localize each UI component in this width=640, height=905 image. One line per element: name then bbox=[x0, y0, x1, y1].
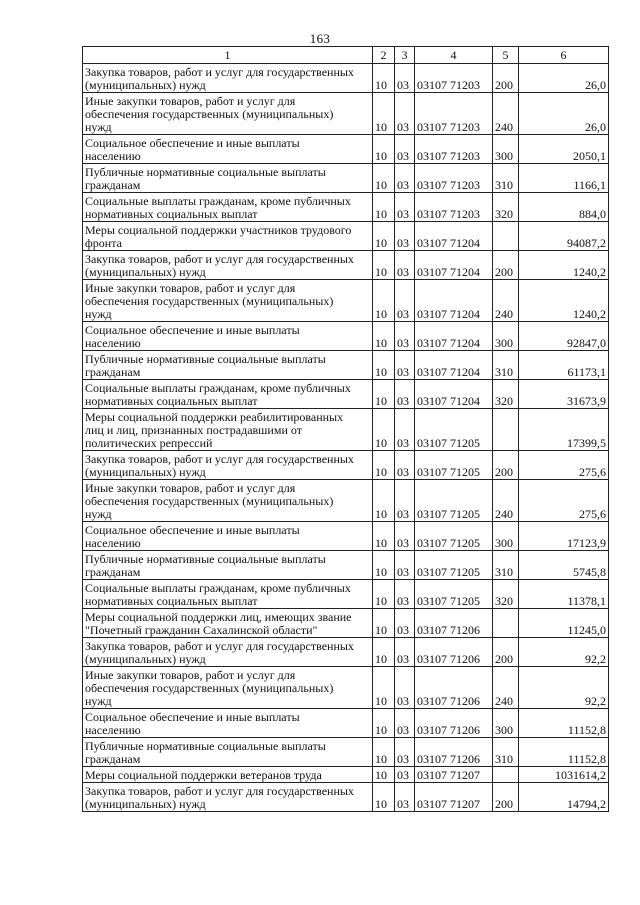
column-header: 4 bbox=[415, 47, 493, 64]
subsection-code: 03 bbox=[395, 522, 415, 551]
row-description bbox=[83, 322, 373, 351]
target-article-code: 03107 71204 bbox=[415, 222, 493, 251]
target-article-code: 03107 71203 bbox=[415, 93, 493, 135]
description-line: Социальные выплаты гражданам, кроме публичных bbox=[85, 381, 351, 395]
section-code: 10 bbox=[373, 351, 395, 380]
column-header: 6 bbox=[519, 47, 609, 64]
section-code: 10 bbox=[373, 135, 395, 164]
target-article-code: 03107 71204 bbox=[415, 351, 493, 380]
target-article-code: 03107 71206 bbox=[415, 738, 493, 767]
table-header-row bbox=[83, 47, 609, 64]
description-line: Социальное обеспечение и иные выплаты bbox=[85, 136, 300, 150]
amount-value: 92847,0 bbox=[519, 322, 609, 351]
expense-type-code: 240 bbox=[493, 667, 519, 709]
row-description bbox=[83, 93, 373, 135]
column-header: 1 bbox=[83, 47, 373, 64]
column-header: 5 bbox=[493, 47, 519, 64]
table-row bbox=[83, 783, 609, 812]
subsection-code: 03 bbox=[395, 322, 415, 351]
table-row bbox=[83, 580, 609, 609]
target-article-code: 03107 71206 bbox=[415, 709, 493, 738]
subsection-code: 03 bbox=[395, 164, 415, 193]
row-description bbox=[83, 164, 373, 193]
row-description bbox=[83, 638, 373, 667]
expense-type-code: 300 bbox=[493, 709, 519, 738]
amount-value: 17399,5 bbox=[519, 409, 609, 451]
row-description bbox=[83, 193, 373, 222]
description-line: Публичные нормативные социальные выплаты bbox=[85, 352, 326, 366]
description-line: фронта bbox=[85, 236, 122, 250]
amount-value: 5745,8 bbox=[519, 551, 609, 580]
expense-type-code: 200 bbox=[493, 64, 519, 93]
section-code: 10 bbox=[373, 709, 395, 738]
expense-type-code: 310 bbox=[493, 351, 519, 380]
description-line: нормативных социальных выплат bbox=[85, 207, 258, 221]
description-line: гражданам bbox=[85, 178, 141, 192]
section-code: 10 bbox=[373, 783, 395, 812]
amount-value: 275,6 bbox=[519, 451, 609, 480]
subsection-code: 03 bbox=[395, 667, 415, 709]
section-code: 10 bbox=[373, 580, 395, 609]
row-description bbox=[83, 280, 373, 322]
description-line: Меры социальной поддержки реабилитированных bbox=[85, 410, 344, 424]
amount-value: 17123,9 bbox=[519, 522, 609, 551]
target-article-code: 03107 71205 bbox=[415, 451, 493, 480]
description-line: (муниципальных) нужд bbox=[85, 797, 206, 811]
amount-value: 14794,2 bbox=[519, 783, 609, 812]
section-code: 10 bbox=[373, 551, 395, 580]
page-number: 163 bbox=[309, 31, 331, 46]
description-line: обеспечения государственных (муниципальных) bbox=[85, 681, 334, 695]
subsection-code: 03 bbox=[395, 351, 415, 380]
description-line: Публичные нормативные социальные выплаты bbox=[85, 739, 326, 753]
section-code: 10 bbox=[373, 609, 395, 638]
target-article-code: 03107 71206 bbox=[415, 609, 493, 638]
expense-type-code: 200 bbox=[493, 451, 519, 480]
target-article-code: 03107 71206 bbox=[415, 638, 493, 667]
amount-value: 11378,1 bbox=[519, 580, 609, 609]
description-line: нужд bbox=[85, 507, 112, 521]
section-code: 10 bbox=[373, 451, 395, 480]
subsection-code: 03 bbox=[395, 93, 415, 135]
expense-type-code: 240 bbox=[493, 480, 519, 522]
table-row bbox=[83, 280, 609, 322]
target-article-code: 03107 71204 bbox=[415, 280, 493, 322]
column-header: 3 bbox=[395, 47, 415, 64]
target-article-code: 03107 71203 bbox=[415, 64, 493, 93]
description-line: обеспечения государственных (муниципальных) bbox=[85, 107, 334, 121]
table-row bbox=[83, 551, 609, 580]
subsection-code: 03 bbox=[395, 64, 415, 93]
section-code: 10 bbox=[373, 164, 395, 193]
section-code: 10 bbox=[373, 409, 395, 451]
amount-value: 2050,1 bbox=[519, 135, 609, 164]
section-code: 10 bbox=[373, 738, 395, 767]
expense-type-code: 300 bbox=[493, 322, 519, 351]
row-description bbox=[83, 380, 373, 409]
subsection-code: 03 bbox=[395, 193, 415, 222]
expense-type-code: 240 bbox=[493, 280, 519, 322]
description-line: населению bbox=[85, 536, 141, 550]
row-description bbox=[83, 551, 373, 580]
amount-value: 94087,2 bbox=[519, 222, 609, 251]
subsection-code: 03 bbox=[395, 480, 415, 522]
amount-value: 275,6 bbox=[519, 480, 609, 522]
target-article-code: 03107 71203 bbox=[415, 135, 493, 164]
amount-value: 26,0 bbox=[519, 93, 609, 135]
table-row bbox=[83, 409, 609, 451]
description-line: нормативных социальных выплат bbox=[85, 594, 258, 608]
amount-value: 1240,2 bbox=[519, 280, 609, 322]
target-article-code: 03107 71207 bbox=[415, 767, 493, 783]
section-code: 10 bbox=[373, 322, 395, 351]
target-article-code: 03107 71204 bbox=[415, 251, 493, 280]
description-line: "Почетный гражданин Сахалинской области" bbox=[85, 623, 318, 637]
expense-type-code: 200 bbox=[493, 251, 519, 280]
table-row bbox=[83, 522, 609, 551]
section-code: 10 bbox=[373, 638, 395, 667]
amount-value: 884,0 bbox=[519, 193, 609, 222]
expense-type-code: 320 bbox=[493, 193, 519, 222]
expense-type-code bbox=[493, 222, 519, 251]
description-line: Социальные выплаты гражданам, кроме публичных bbox=[85, 581, 351, 595]
subsection-code: 03 bbox=[395, 580, 415, 609]
row-description bbox=[83, 135, 373, 164]
table-row bbox=[83, 480, 609, 522]
subsection-code: 03 bbox=[395, 280, 415, 322]
description-line: населению bbox=[85, 149, 141, 163]
amount-value: 11245,0 bbox=[519, 609, 609, 638]
target-article-code: 03107 71203 bbox=[415, 164, 493, 193]
row-description bbox=[83, 409, 373, 451]
expense-type-code bbox=[493, 609, 519, 638]
description-line: Социальное обеспечение и иные выплаты bbox=[85, 710, 300, 724]
description-line: нужд bbox=[85, 120, 112, 134]
description-line: Иные закупки товаров, работ и услуг для bbox=[85, 668, 296, 682]
description-line: гражданам bbox=[85, 365, 141, 379]
section-code: 10 bbox=[373, 222, 395, 251]
description-line: Социальное обеспечение и иные выплаты bbox=[85, 323, 300, 337]
description-line: Закупка товаров, работ и услуг для государственных bbox=[85, 65, 354, 79]
table-row bbox=[83, 609, 609, 638]
amount-value: 11152,8 bbox=[519, 738, 609, 767]
target-article-code: 03107 71204 bbox=[415, 380, 493, 409]
table-row bbox=[83, 64, 609, 93]
amount-value: 1166,1 bbox=[519, 164, 609, 193]
table-row bbox=[83, 638, 609, 667]
table-row bbox=[83, 164, 609, 193]
table-row bbox=[83, 667, 609, 709]
expense-type-code: 240 bbox=[493, 93, 519, 135]
description-line: обеспечения государственных (муниципальных) bbox=[85, 494, 334, 508]
table-row bbox=[83, 738, 609, 767]
description-line: Закупка товаров, работ и услуг для государственных bbox=[85, 639, 354, 653]
section-code: 10 bbox=[373, 480, 395, 522]
description-line: Закупка товаров, работ и услуг для государственных bbox=[85, 252, 354, 266]
amount-value: 26,0 bbox=[519, 64, 609, 93]
target-article-code: 03107 71205 bbox=[415, 409, 493, 451]
description-line: Публичные нормативные социальные выплаты bbox=[85, 165, 326, 179]
table-row bbox=[83, 380, 609, 409]
subsection-code: 03 bbox=[395, 551, 415, 580]
amount-value: 1031614,2 bbox=[519, 767, 609, 783]
expense-type-code: 300 bbox=[493, 135, 519, 164]
description-line: обеспечения государственных (муниципальных) bbox=[85, 294, 334, 308]
expense-type-code: 310 bbox=[493, 551, 519, 580]
expense-type-code: 320 bbox=[493, 580, 519, 609]
subsection-code: 03 bbox=[395, 638, 415, 667]
subsection-code: 03 bbox=[395, 251, 415, 280]
description-line: населению bbox=[85, 723, 141, 737]
row-description bbox=[83, 522, 373, 551]
description-line: (муниципальных) нужд bbox=[85, 78, 206, 92]
subsection-code: 03 bbox=[395, 380, 415, 409]
section-code: 10 bbox=[373, 193, 395, 222]
section-code: 10 bbox=[373, 93, 395, 135]
table-row bbox=[83, 451, 609, 480]
subsection-code: 03 bbox=[395, 709, 415, 738]
row-description bbox=[83, 767, 373, 783]
target-article-code: 03107 71205 bbox=[415, 551, 493, 580]
amount-value: 92,2 bbox=[519, 638, 609, 667]
target-article-code: 03107 71206 bbox=[415, 667, 493, 709]
amount-value: 31673,9 bbox=[519, 380, 609, 409]
table-row bbox=[83, 322, 609, 351]
target-article-code: 03107 71205 bbox=[415, 480, 493, 522]
row-description bbox=[83, 351, 373, 380]
description-line: (муниципальных) нужд bbox=[85, 465, 206, 479]
target-article-code: 03107 71205 bbox=[415, 580, 493, 609]
row-description bbox=[83, 222, 373, 251]
row-description bbox=[83, 451, 373, 480]
section-code: 10 bbox=[373, 522, 395, 551]
row-description bbox=[83, 738, 373, 767]
target-article-code: 03107 71203 bbox=[415, 193, 493, 222]
description-line: Закупка товаров, работ и услуг для государственных bbox=[85, 784, 354, 798]
table-row bbox=[83, 222, 609, 251]
section-code: 10 bbox=[373, 667, 395, 709]
amount-value: 1240,2 bbox=[519, 251, 609, 280]
expense-type-code: 300 bbox=[493, 522, 519, 551]
description-line: Меры социальной поддержки участников трудового bbox=[85, 223, 352, 237]
description-line: Иные закупки товаров, работ и услуг для bbox=[85, 94, 296, 108]
row-description bbox=[83, 783, 373, 812]
table-row bbox=[83, 93, 609, 135]
row-description bbox=[83, 580, 373, 609]
subsection-code: 03 bbox=[395, 609, 415, 638]
amount-value: 11152,8 bbox=[519, 709, 609, 738]
description-line: политических репрессий bbox=[85, 436, 213, 450]
expense-type-code bbox=[493, 767, 519, 783]
description-line: Иные закупки товаров, работ и услуг для bbox=[85, 481, 296, 495]
table-row bbox=[83, 193, 609, 222]
subsection-code: 03 bbox=[395, 451, 415, 480]
description-line: Социальное обеспечение и иные выплаты bbox=[85, 523, 300, 537]
table-body bbox=[83, 64, 609, 812]
row-description bbox=[83, 709, 373, 738]
expense-type-code: 310 bbox=[493, 738, 519, 767]
section-code: 10 bbox=[373, 767, 395, 783]
section-code: 10 bbox=[373, 251, 395, 280]
column-header: 2 bbox=[373, 47, 395, 64]
description-line: гражданам bbox=[85, 565, 141, 579]
table-row bbox=[83, 351, 609, 380]
subsection-code: 03 bbox=[395, 738, 415, 767]
amount-value: 61173,1 bbox=[519, 351, 609, 380]
subsection-code: 03 bbox=[395, 783, 415, 812]
target-article-code: 03107 71205 bbox=[415, 522, 493, 551]
expense-type-code: 200 bbox=[493, 783, 519, 812]
description-line: Закупка товаров, работ и услуг для государственных bbox=[85, 452, 354, 466]
description-line: населению bbox=[85, 336, 141, 350]
row-description bbox=[83, 480, 373, 522]
table-row bbox=[83, 709, 609, 738]
description-line: (муниципальных) нужд bbox=[85, 652, 206, 666]
description-line: лиц и лиц, признанных пострадавшими от bbox=[85, 423, 302, 437]
expense-type-code: 200 bbox=[493, 638, 519, 667]
table-row bbox=[83, 135, 609, 164]
subsection-code: 03 bbox=[395, 409, 415, 451]
subsection-code: 03 bbox=[395, 767, 415, 783]
description-line: Иные закупки товаров, работ и услуг для bbox=[85, 281, 296, 295]
description-line: нормативных социальных выплат bbox=[85, 394, 258, 408]
row-description bbox=[83, 64, 373, 93]
row-description bbox=[83, 609, 373, 638]
description-line: нужд bbox=[85, 307, 112, 321]
table-row bbox=[83, 251, 609, 280]
amount-value: 92,2 bbox=[519, 667, 609, 709]
target-article-code: 03107 71204 bbox=[415, 322, 493, 351]
description-line: Меры социальной поддержки ветеранов труда bbox=[85, 768, 322, 782]
description-line: гражданам bbox=[85, 752, 141, 766]
table-row bbox=[83, 767, 609, 783]
budget-table bbox=[82, 46, 609, 812]
row-description bbox=[83, 251, 373, 280]
expense-type-code: 310 bbox=[493, 164, 519, 193]
subsection-code: 03 bbox=[395, 222, 415, 251]
row-description bbox=[83, 667, 373, 709]
expense-type-code bbox=[493, 409, 519, 451]
section-code: 10 bbox=[373, 380, 395, 409]
description-line: (муниципальных) нужд bbox=[85, 265, 206, 279]
expense-type-code: 320 bbox=[493, 380, 519, 409]
description-line: Меры социальной поддержки лиц, имеющих звание bbox=[85, 610, 352, 624]
description-line: нужд bbox=[85, 694, 112, 708]
target-article-code: 03107 71207 bbox=[415, 783, 493, 812]
section-code: 10 bbox=[373, 64, 395, 93]
section-code: 10 bbox=[373, 280, 395, 322]
description-line: Социальные выплаты гражданам, кроме публичных bbox=[85, 194, 351, 208]
subsection-code: 03 bbox=[395, 135, 415, 164]
description-line: Публичные нормативные социальные выплаты bbox=[85, 552, 326, 566]
